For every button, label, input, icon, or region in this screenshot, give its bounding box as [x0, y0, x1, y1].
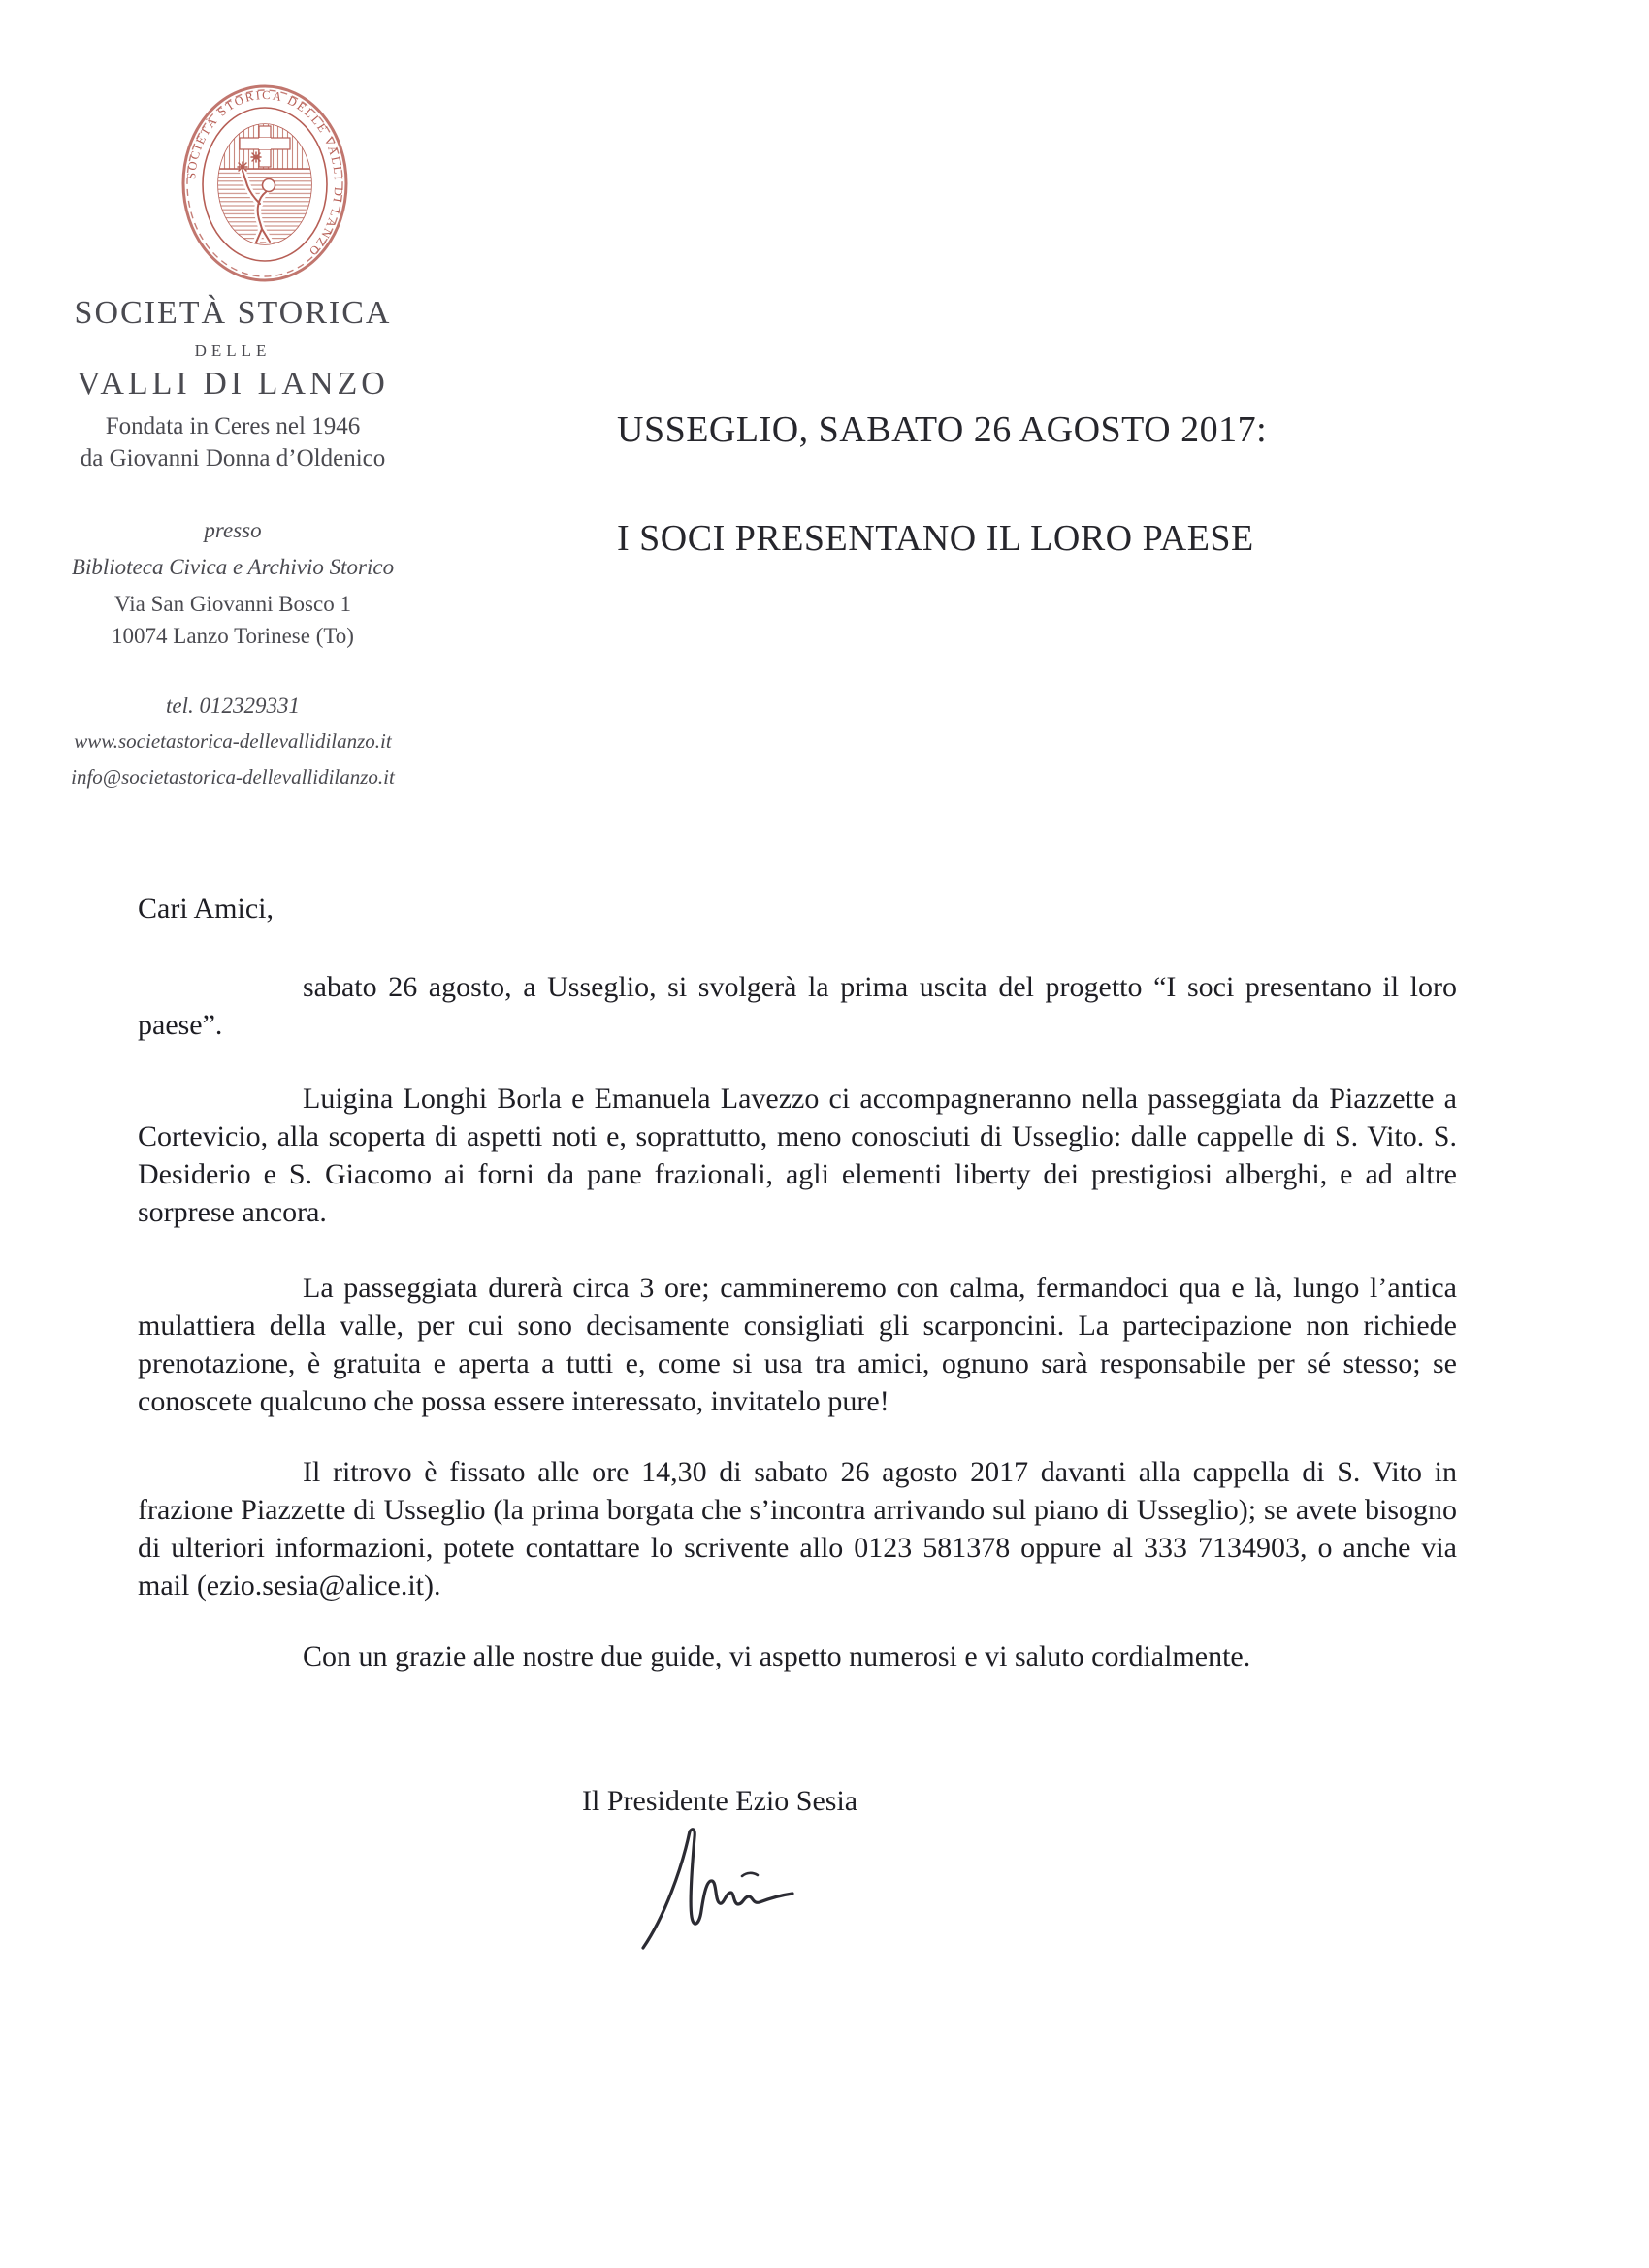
address-city: 10074 Lanzo Torinese (To): [112, 624, 354, 648]
seal-ring-text: SOCIETÀ STORICA DELLE VALLI DI LANZO: [184, 87, 346, 260]
address-institution: Biblioteca Civica e Archivio Storico: [71, 555, 395, 579]
letter-paragraph: La passeggiata durerà circa 3 ore; cammineremo con calma, fermandoci qua e là, lungo l’antica mulattiera della valle, per cui sono decisamente consigliati gli scarponcini. La partecipazione non richiede prenotazione, è gratuita e aperta a tutti e, come si usa tra amici, ognuno sarà responsabile per sé stesso; se conoscete qualcuno che possa essere interessato, invitatelo pure!: [138, 1272, 1457, 1417]
letter-paragraph: Con un grazie alle nostre due guide, vi aspetto numerosi e vi saluto cordialmente.: [303, 1640, 1251, 1672]
presso-label: presso: [204, 518, 262, 542]
founded-line1: Fondata in Ceres nel 1946: [105, 413, 361, 439]
org-name-line1: SOCIETÀ STORICA: [74, 295, 392, 331]
letter-paragraph: Il ritrovo è fissato alle ore 14,30 di sabato 26 agosto 2017 davanti alla cappella di S. Vito in frazione Piazzette di Usseglio (la prima borgata che s’incontra arrivando sul piano di Usseglio); se avete bisogno di ulteriori informazioni, potete contattare lo scrivente allo 0123 581378 oppure al 333 7134903, o anche via mail (ezio.sesia@alice.it).: [138, 1456, 1457, 1602]
signoff-president: Il Presidente Ezio Sesia: [582, 1785, 858, 1817]
org-name-line2: DELLE: [194, 341, 272, 360]
address-street: Via San Giovanni Bosco 1: [114, 592, 351, 616]
letterhead: [39, 0, 427, 834]
society-seal-stamp: [178, 81, 351, 285]
seal-emblem: [218, 124, 311, 244]
salutation: Cari Amici,: [138, 892, 274, 924]
letter-paragraph: Luigina Longhi Borla e Emanuela Lavezzo ci accompagneranno nella passeggiata da Piazzette a Cortevicio, alla scoperta di aspetti noti e, soprattutto, meno conosciuti di Usseglio: dalle cappelle di S. Vito. S. Desiderio e S. Giacomo ai forni da pane frazionali, agli elementi liberty dei prestigiosi alberghi, e ad altre sorprese ancora.: [138, 1083, 1457, 1228]
event-date-heading: USSEGLIO, SABATO 26 AGOSTO 2017:: [617, 409, 1268, 450]
event-title-heading: I SOCI PRESENTANO IL LORO PAESE: [617, 518, 1254, 559]
email-address: info@societastorica-dellevallidilanzo.it: [71, 765, 395, 789]
handwritten-signature: [626, 1820, 839, 1956]
website-url: www.societastorica-dellevallidilanzo.it: [74, 729, 392, 753]
org-name-line3: VALLI DI LANZO: [77, 366, 389, 402]
phone-number: tel. 012329331: [166, 694, 300, 718]
letter-paragraph: sabato 26 agosto, a Usseglio, si svolgerà la prima uscita del progetto “I soci presentano il loro paese”.: [138, 971, 1457, 1041]
founded-line2: da Giovanni Donna d’Oldenico: [80, 445, 386, 471]
